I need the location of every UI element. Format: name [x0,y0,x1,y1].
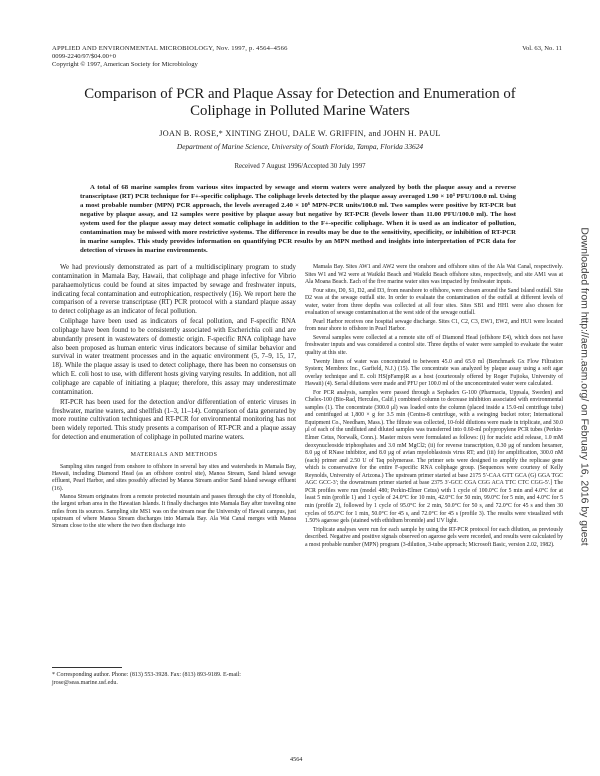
copyright: Copyright © 1997, American Society for Microbiology [52,61,198,68]
methods-paragraph: Manoa Stream originates from a remote protected mountain and passes through the city of Honolulu, the largest urban area in the Hawaiian Islands. It finally discharges into Mamala Bay after traveling nine miles from its sources. Sampling site MS1 was on the stream near the University of Hawaii campus, just upstream of where Manoa Stream discharges into Mamala Bay. Ala Wai Canal merges with Manoa Stream close to the site where the two then discharge into [52,493,296,530]
methods-paragraph: Twenty liters of water was concentrated to between 45.0 and 65.0 ml (Benchmark Gx Flow Filtration System; Membrex Inc., Garfield, N.J.) (15). The concentrate was analyzed by plaque assay using a soft agar overlay technique and E. coli HS(pFamp)R as a host (courteously offered by Roger Fujioka, University of Hawaii) (4). Serial dilutions were made and PFU per 100.0 ml of the unconcentrated water were calculated. [305,358,563,388]
intro-paragraph: We had previously demonstrated as part of a multidisciplinary program to study contamination in Mamala Bay, Hawaii, that coliphage and phage infective for Vibrio parahaemolyticus could be found at sites impacted by sewage and freshwater inputs, indicating fecal contamination and eutrophication, respectively (16). We report here the comparison of a reverse transcriptase (RT) PCR protocol with a standard plaque assay to detect coliphage as an indicator of fecal pollution. [52,264,296,316]
methods-paragraph: Pearl Harbor receives one hospital sewage discharge. Sites C1, C2, C3, EW1, EW2, and HU1 were located from near shore to offshore in Pearl Harbor. [305,318,563,333]
received-dates: Received 7 August 1996/Accepted 30 July 1997 [234,163,366,170]
volume-issue: Vol. 63, No. 11 [522,45,562,52]
intro-paragraph: RT-PCR has been used for the detection and/or differentiation of enteric viruses in freshwater, marine waters, and shellfish (1–3, 11–14). Comparison of data generated by more routine cultivation techniques and RT-PCR for environmental monitoring has not been widely reported. This study presents a comparison of RT-PCR and a plaque assay for detection and enumeration of coliphage in polluted marine waters. [52,398,296,442]
section-heading: MATERIALS AND METHODS [130,451,218,458]
affiliation: Department of Marine Science, University of South Florida, Tampa, Florida 33624 [176,142,424,151]
journal-citation: APPLIED AND ENVIRONMENTAL MICROBIOLOGY, Nov. 1997, p. 4564–4566 [52,45,288,52]
methods-paragraph: Triplicate analyses were run for each sample by using the RT-PCR protocol for each dilution, as previously described. Negative and positive signals observed on agarose gels were recorded, and results were calculated by a most probable number (MPN) program (3-dilution, 3-tube approach; Microsoft Basic, version 2.02, 1982). [305,526,563,548]
methods-paragraph: Four sites, D0, S1, D2, and D3, from nearshore to offshore, were chosen around the Sand Island outfall. Site D2 was at the sewage outfall site. In order to evaluate the contamination of the outfall at different levels of water, water from three depths was collected at all four sites. Sites SB1 and HH1 were also chosen for evaluation of sewage contamination at the west side of the sewage outfall. [305,287,563,317]
author-list: JOAN B. ROSE,* XINTING ZHOU, DALE W. GRIFFIN, and JOHN H. PAUL [159,129,441,138]
intro-paragraph: Coliphage have been used as indicators of fecal pollution, and F-specific RNA coliphage have been found to be consistently associated with Escherichia coli and are abundantly present in wastewaters of domestic origin. F-specific RNA coliphage have also been proposed as human enteric virus indicators because of similar behavior and survival in water treatment processes and in the aquatic environment (5, 7–9, 15, 17, 18). While the plaque assay is used to detect coliphage, there has been no consensus on which E. coli host to use, with different hosts giving varying results. In addition, not all coliphage are capable of initiating a plaque; therefore, this assay may underestimate contamination. [52,318,296,396]
left-column [52,264,296,531]
download-watermark-text[interactable]: Downloaded from http://aem.asm.org/ on February 16, 2016 by guest [578,227,590,546]
issn: 0099-2240/97/$04.00+0 [52,53,116,60]
methods-paragraph: Mamala Bay. Sites AW1 and AW2 were the onshore and offshore sites of the Ala Wai Canal, respectively. Sites W1 and W2 were at Waikiki Beach and Waikiki Beach offshore sites, respectively, and site AM1 was at Ala Moana Beach. Each of the five marine water sites was impacted by freshwater inputs. [305,264,563,286]
footnote-rule [52,667,122,668]
download-watermark [577,188,591,588]
methods-paragraph: Sampling sites ranged from onshore to offshore in several bay sites and watersheds in Mamala Bay, Hawaii, including Diamond Head (as an offshore control site), Manoa Stream, Sand Island sewage effluent, Pearl Harbor, and sites possibly affected by Manoa Stream and/or Sand Island sewage effluent (16). [52,463,296,492]
methods-paragraph: For PCR analysis, samples were passed through a Sephadex G-100 (Pharmacia, Uppsala, Sweden) and Chelex-100 (Bio-Rad, Hercules, Calif.) combined column to decrease inhibition associated with environmental samples (1). The concentrate (300.0 μl) was loaded onto the column (placed inside a 15.0-ml centrifuge tube) and centrifuged at 1,800 × g for 3.5 min (Centra-8 centrifuge, with a swinging bucket rotor; International Equipment Co., Needham, Mass.). The filtrate was collected, 10-fold dilutions were made in triplicate, and 30.0 μl of each of the undiluted and diluted samples was transferred into 0.60-ml polypropylene PCR tubes (Perkin-Elmer Cetus, Norwalk, Conn.). Master mixes were formulated as follows: (i) for nucleic acid release, 1.0 mM deoxynucleoside triphosphates and 3.0 mM MgCl2; (ii) for reverse transcription, 0.30 μg of random hexamer, 8.0 μg of RNase inhibitor, and 8.0 μg of avian myeloblastosis virus RT; and (iii) for amplification, 300.0 nM (each) primer and 2.50 U of Taq polymerase. The primer sets were designed to amplify the replicase gene which is conservative for the entire F-specific RNA coliphage group. (Sequences were courtesy of Kelly Reynolds, University of Arizona.) The upstream primer started at base 2175 5′-CAA GTT GCA (G) GGA TGC AGC GCC-3′; the downstream primer started at base 2375 3′-GCC CGA CGG ACA TTC CTC CGG-5′.] The PCR profiles were run (model 480; Perkin-Elmer Cetus) with 1 cycle of 100.0°C for 5 min and 4.0°C for at least 5 min (profile 1) and 1 cycle of 24.0°C for 10 min, 42.0°C for 50 min, 99.0°C for 5 min, and 4.0°C for 5 min (profile 2), followed by 1 cycle of 95.0°C for 2 min, 50.0°C for 50 s, and 72.0°C for 45 s and then 30 cycles of 95.0°C for 1 min, 50.0°C for 45 s, and 72.0°C for 45 s (profile 3). The results were visualized with 1.50% agarose gels (stained with ethidium bromide) and UV light. [305,389,563,525]
abstract: A total of 68 marine samples from various sites impacted by sewage and storm waters were analyzed by both the plaque assay and a reverse transcriptase (RT) PCR technique for F+-specific coliphage. The coliphage levels detected by the plaque assay averaged 1.90 × 10³ PFU/100.0 ml. Using a most probable number (MPN) PCR approach, the levels averaged 2.40 × 10⁶ MPN-PCR units/100.0 ml. Two samples were positive by RT-PCR but negative by plaque assay, and 12 samples were positive by plaque assay but negative by RT-PCR (levels lower than 11.00 PFU/100.0 ml). The host system used for the plaque assay may detect somatic coliphage in addition to the F+-specific coliphage. When it is used as an indicator of pollution, contamination may be missed with more restrictive systems. The difference in results may be due to the sensitivity, specificity, or inhibition of RT-PCR in marine samples. This study provides information on quantifying PCR results by an MPN method and insights into interpretation of PCR data for detection of viruses in marine environments. [80,184,516,255]
corresponding-author-note: * Corresponding author. Phone: (813) 553-3928. Fax: (813) 893-9189. E-mail: jrose@seas.marine.usf.edu. [52,672,241,686]
running-header [52,45,562,69]
methods-paragraph: Several samples were collected at a remote site off of Diamond Head (offshore E4), which does not have freshwater inputs and was considered a control site. Three depths of water were sampled to evaluate the water quality at this site. [305,334,563,357]
article-title: Comparison of PCR and Plaque Assay for Detection and Enumeration of Coliphage in Polluted Marine Waters [84,86,516,119]
right-column [305,264,563,550]
page-number: 4564 [290,756,303,763]
footnote [52,667,296,687]
